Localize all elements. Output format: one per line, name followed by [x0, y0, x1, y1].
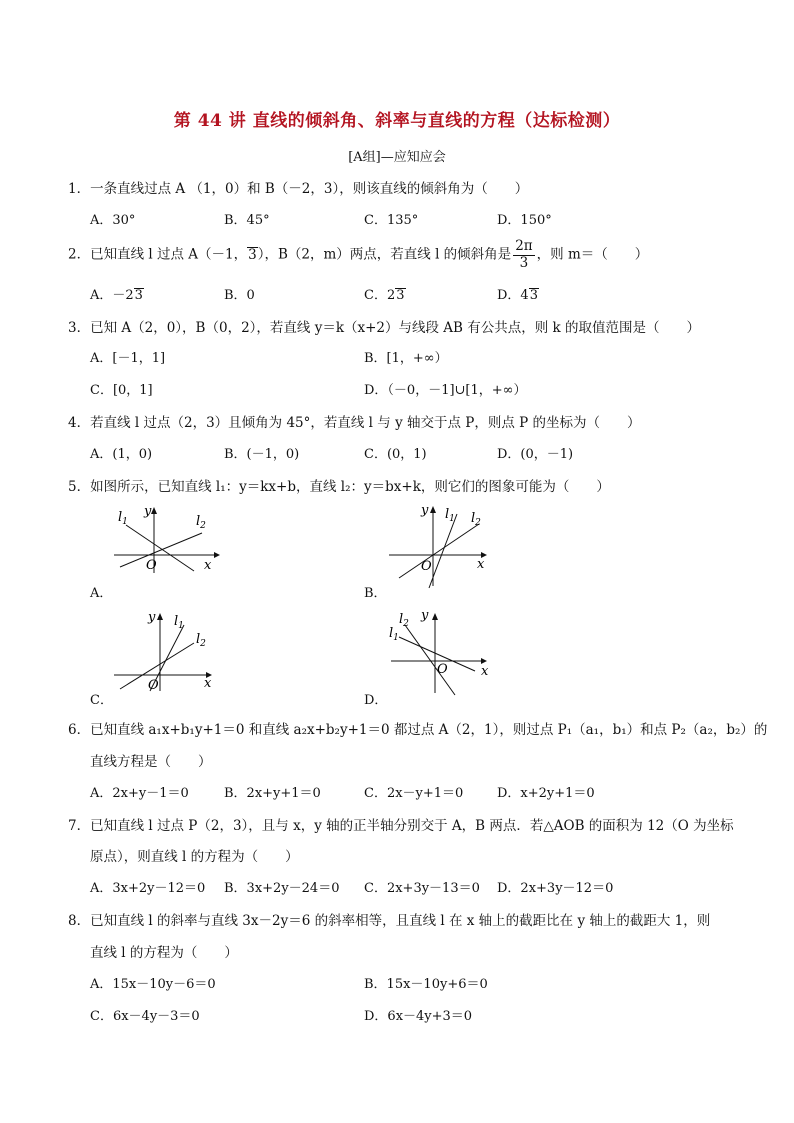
label-l1: $l_1$: [174, 614, 184, 631]
y-axis-arrow: [151, 507, 157, 514]
q7-option-a: A．3x+2y－12＝0: [90, 881, 206, 896]
question-7-line1: 7．已知直线 l 过点 P（2，3），且与 x，y 轴的正半轴分别交于 A，B 两点．若△AOB 的面积为 12（O 为坐标: [68, 818, 734, 834]
label-origin: O: [146, 558, 157, 573]
q8-option-b: B．15x－10y+6＝0: [364, 977, 488, 992]
question-6-line2: 直线方程是（ ）: [90, 754, 212, 770]
q5-option-a: A．: [90, 586, 113, 601]
q5-option-d: D．: [364, 693, 388, 708]
q2-c-text: C．2: [364, 288, 396, 303]
q5-option-b: B．: [364, 586, 387, 601]
section-heading: [A组]—应知应会: [348, 150, 446, 165]
q6-option-b: B．2x+y+1＝0: [224, 786, 321, 801]
label-l2: $l_2$: [399, 612, 409, 629]
label-l1: $l_1$: [389, 626, 399, 643]
q7-option-c: C．2x+3y－13＝0: [364, 881, 480, 896]
q2-option-d: [497, 284, 539, 303]
y-axis-arrow: [432, 613, 438, 620]
label-y: y: [144, 505, 152, 519]
q8-option-a: A．15x－10y－6＝0: [90, 977, 216, 992]
label-l1: $l_1$: [445, 507, 455, 524]
label-origin: O: [421, 559, 432, 574]
q2-a-text: A．－2: [90, 288, 134, 303]
q2-stem-pre: 2．已知直线 l 过点 A（－1，: [68, 246, 248, 263]
q2-option-a: [90, 284, 144, 303]
q7-option-b: B．3x+2y－24＝0: [224, 881, 340, 896]
q2-option-c: [364, 284, 406, 303]
question-6-line1: 6．已知直线 a₁x+b₁y+1＝0 和直线 a₂x+b₂y+1＝0 都过点 A（2，1），则过点 P₁（a₁，b₁）和点 P₂（a₂，b₂）的: [68, 722, 768, 738]
q2-d-sqrt: 3: [529, 288, 538, 303]
label-x: x: [204, 676, 212, 691]
q2-d-text: D．4: [497, 288, 529, 303]
q5-option-c: C．: [90, 693, 113, 708]
label-y: y: [148, 610, 156, 625]
q7-option-d: D．2x+3y－12＝0: [497, 881, 614, 896]
q2-option-b: B．0: [224, 288, 255, 303]
label-x: x: [204, 558, 212, 573]
line-l2: [399, 524, 479, 578]
q2-sqrt: 3: [248, 246, 257, 263]
q1-option-c: C．135°: [364, 213, 419, 228]
q3-option-b: B．[1，+∞）: [364, 351, 448, 366]
q1-option-d: D．150°: [497, 213, 552, 228]
page-title: 第 44 讲 直线的倾斜角、斜率与直线的方程（达标检测）: [173, 111, 621, 131]
question-8-line1: 8．已知直线 l 的斜率与直线 3x－2y＝6 的斜率相等，且直线 l 在 x 轴上的截距比在 y 轴上的截距大 1，则: [68, 913, 711, 929]
q1-option-a: A．30°: [90, 213, 136, 228]
q6-option-d: D．x+2y+1＝0: [497, 786, 595, 801]
label-origin: O: [437, 662, 448, 677]
question-1-stem: 1．一条直线过点 A （1，0）和 B（－2，3），则该直线的倾斜角为（ ）: [68, 181, 529, 197]
q2-a-sqrt: 3: [134, 288, 143, 303]
question-2-stem: [68, 240, 648, 270]
label-origin: O: [148, 678, 159, 692]
label-y: y: [421, 503, 429, 518]
q4-option-d: D．(0，－1): [497, 447, 574, 462]
question-4-stem: 4．若直线 l 过点（2，3）且倾角为 45°，若直线 l 与 y 轴交于点 P，则点 P 的坐标为（ ）: [68, 415, 641, 431]
line-l1: [126, 525, 194, 571]
label-l2: $l_2$: [196, 632, 206, 649]
label-l1: $l_1$: [118, 510, 128, 527]
q1-option-b: B．45°: [224, 213, 270, 228]
q3-option-c: C．[0，1]: [90, 383, 153, 398]
x-axis-arrow: [214, 552, 220, 558]
label-x: x: [477, 557, 485, 572]
q2-frac-num: 2π: [515, 238, 533, 254]
label-y: y: [421, 608, 429, 623]
graph-a: [110, 505, 220, 575]
q3-option-d: D．（－0，－1]∪[1，+∞）: [364, 383, 527, 398]
graph-d: [385, 607, 495, 697]
label-l2: $l_2$: [471, 511, 481, 528]
line-l1: [405, 625, 455, 695]
label-x: x: [481, 664, 489, 679]
q4-option-a: A．(1，0): [90, 447, 153, 462]
q4-option-b: B．(－1，0): [224, 447, 300, 462]
question-8-line2: 直线 l 的方程为（ ）: [90, 945, 238, 961]
question-7-line2: 原点），则直线 l 的方程为（ ）: [90, 849, 299, 865]
q4-option-c: C．(0，1): [364, 447, 427, 462]
y-axis-arrow: [157, 613, 163, 620]
line-l2: [120, 533, 202, 567]
q8-option-d: D．6x－4y+3＝0: [364, 1009, 473, 1024]
label-l2: $l_2$: [196, 514, 206, 531]
q6-option-a: A．2x+y－1＝0: [90, 786, 189, 801]
graph-b: [385, 500, 495, 590]
graph-c: [110, 607, 220, 692]
q2-fraction: [513, 240, 534, 270]
question-5-stem: 5．如图所示，已知直线 l₁：y＝kx+b，直线 l₂：y＝bx+k，则它们的图象可能为（ ）: [68, 479, 610, 495]
q6-option-c: C．2x－y+1＝0: [364, 786, 464, 801]
question-3-stem: 3．已知 A（2，0），B（0，2），若直线 y＝k（x+2）与线段 AB 有公共点，则 k 的取值范围是（ ）: [68, 320, 701, 336]
y-axis-arrow: [430, 506, 436, 513]
q2-stem-post: ，则 m＝（ ）: [536, 246, 649, 263]
q2-frac-den: 3: [519, 254, 529, 271]
q8-option-c: C．6x－4y－3＝0: [90, 1009, 200, 1024]
q2-c-sqrt: 3: [396, 288, 405, 303]
q3-option-a: A．[－1，1]: [90, 351, 166, 366]
q2-stem-mid: ），B（2，m）两点，若直线 l 的倾斜角是: [257, 246, 512, 263]
